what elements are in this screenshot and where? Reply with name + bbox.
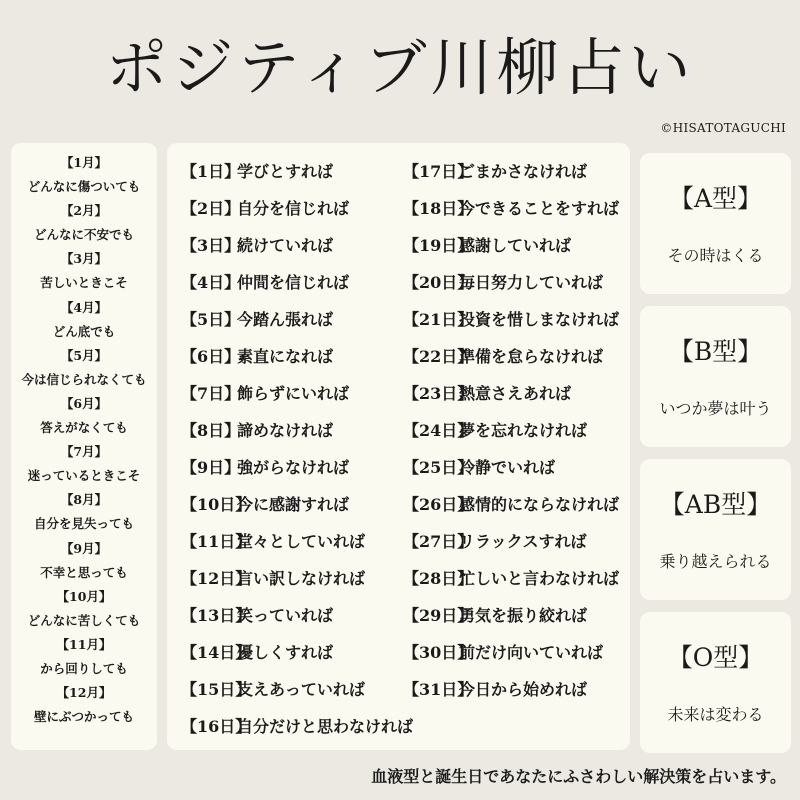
month-text: どん底でも bbox=[52, 323, 116, 339]
day-text: ごまかさなければ bbox=[459, 162, 588, 181]
day-label: 【26日】 bbox=[403, 495, 474, 514]
day-item bbox=[403, 634, 619, 671]
day-text: 今できることをすれば bbox=[459, 199, 620, 218]
day-item bbox=[403, 190, 619, 227]
day-label: 【12日】 bbox=[181, 569, 252, 588]
day-label: 【3日】 bbox=[181, 236, 241, 255]
day-item bbox=[181, 264, 413, 301]
day-item bbox=[403, 449, 619, 486]
day-item bbox=[403, 523, 619, 560]
blood-type-result: いつか夢は叶う bbox=[659, 399, 772, 418]
months-list bbox=[11, 143, 157, 729]
blood-type-result: 未来は変わる bbox=[667, 705, 764, 724]
day-text: 自分を信じれば bbox=[237, 199, 350, 218]
day-item bbox=[181, 190, 413, 227]
month-label: 【5月】 bbox=[60, 347, 108, 363]
month-label: 【3月】 bbox=[60, 251, 108, 267]
day-label: 【18日】 bbox=[403, 199, 474, 218]
month-label: 【11月】 bbox=[56, 636, 112, 652]
day-item bbox=[403, 375, 619, 412]
month-text: 今は信じられなくても bbox=[21, 371, 147, 387]
day-label: 【24日】 bbox=[403, 421, 474, 440]
days-panel bbox=[167, 143, 630, 750]
day-label: 【23日】 bbox=[403, 384, 474, 403]
day-item bbox=[403, 671, 619, 708]
month-label: 【8月】 bbox=[60, 492, 108, 508]
day-label: 【5日】 bbox=[181, 310, 241, 329]
day-text: 今日から始めれば bbox=[459, 680, 588, 699]
months-panel bbox=[11, 143, 157, 750]
day-text: 感情的にならなければ bbox=[459, 495, 620, 514]
day-item bbox=[403, 486, 619, 523]
day-item bbox=[403, 560, 619, 597]
month-label: 【9月】 bbox=[60, 540, 108, 556]
footer-caption: 血液型と誕生日であなたにふさわしい解決策を占います。 bbox=[371, 767, 786, 786]
day-label: 【1日】 bbox=[181, 162, 241, 181]
day-label: 【16日】 bbox=[181, 717, 252, 736]
day-item bbox=[181, 597, 413, 634]
day-text: 笑っていれば bbox=[237, 606, 334, 625]
day-label: 【15日】 bbox=[181, 680, 252, 699]
day-label: 【6日】 bbox=[181, 347, 241, 366]
day-text: 続けていれば bbox=[237, 236, 334, 255]
month-text: 自分を見失っても bbox=[33, 516, 134, 532]
blood-type-card-o bbox=[640, 612, 791, 753]
day-label: 【30日】 bbox=[403, 643, 474, 662]
day-text: 支えあっていれば bbox=[237, 680, 365, 699]
blood-type-label: 【B型】 bbox=[668, 337, 763, 366]
day-text: 諦めなければ bbox=[237, 421, 334, 440]
day-item bbox=[181, 301, 413, 338]
day-text: 自分だけと思わなければ bbox=[237, 717, 414, 736]
day-item bbox=[181, 560, 413, 597]
day-item bbox=[403, 301, 619, 338]
day-label: 【11日】 bbox=[181, 532, 252, 551]
month-text: 苦しいときこそ bbox=[40, 275, 128, 291]
day-label: 【20日】 bbox=[403, 273, 474, 292]
day-label: 【9日】 bbox=[181, 458, 241, 477]
copyright-notice: ©HISATOTAGUCHI bbox=[660, 121, 786, 135]
day-text: 今に感謝すれば bbox=[237, 495, 350, 514]
day-item bbox=[181, 523, 413, 560]
blood-type-label: 【A型】 bbox=[668, 184, 763, 213]
day-text: 熱意さえあれば bbox=[459, 384, 572, 403]
blood-type-label: 【AB型】 bbox=[659, 490, 772, 519]
day-label: 【25日】 bbox=[403, 458, 474, 477]
month-label: 【1月】 bbox=[60, 155, 108, 170]
month-label: 【4月】 bbox=[60, 299, 108, 315]
day-text: 感謝していれば bbox=[459, 236, 572, 255]
day-item bbox=[181, 486, 413, 523]
day-text: 準備を怠らなければ bbox=[459, 347, 604, 366]
month-label: 【2月】 bbox=[60, 203, 108, 219]
day-label: 【2日】 bbox=[181, 199, 241, 218]
day-item bbox=[181, 412, 413, 449]
month-label: 【7月】 bbox=[60, 444, 108, 460]
day-text: 今踏ん張れば bbox=[237, 310, 334, 329]
page-title: ポジティブ川柳占い bbox=[105, 31, 695, 104]
blood-type-result: 乗り越えられる bbox=[659, 552, 772, 571]
day-text: 夢を忘れなければ bbox=[459, 421, 588, 440]
month-text: 答えがなくても bbox=[40, 420, 128, 436]
month-text: どんなに不安でも bbox=[33, 227, 134, 243]
day-item bbox=[181, 708, 413, 745]
blood-type-result: その時はくる bbox=[667, 246, 764, 265]
day-item bbox=[181, 153, 413, 190]
day-item bbox=[403, 597, 619, 634]
day-item bbox=[403, 338, 619, 375]
day-item bbox=[403, 412, 619, 449]
day-label: 【21日】 bbox=[403, 310, 474, 329]
day-label: 【14日】 bbox=[181, 643, 252, 662]
day-item bbox=[181, 227, 413, 264]
day-text: 堂々としていれば bbox=[237, 532, 366, 551]
day-text: 前だけ向いていれば bbox=[459, 643, 604, 662]
month-text: どんなに苦しくても bbox=[27, 612, 141, 628]
day-text: リラックスすれば bbox=[459, 532, 587, 551]
day-item bbox=[181, 671, 413, 708]
day-label: 【19日】 bbox=[403, 236, 474, 255]
month-text: 壁にぶつかっても bbox=[33, 709, 134, 725]
day-text: 毎日努力していれば bbox=[459, 273, 604, 292]
day-item bbox=[181, 338, 413, 375]
blood-type-label: 【O型】 bbox=[667, 643, 764, 672]
day-label: 【13日】 bbox=[181, 606, 252, 625]
day-text: 勇気を振り絞れば bbox=[459, 606, 588, 625]
month-text: 迷っているときこそ bbox=[27, 468, 141, 484]
day-item bbox=[403, 264, 619, 301]
day-label: 【8日】 bbox=[181, 421, 241, 440]
day-item bbox=[181, 449, 413, 486]
month-text: から回りしても bbox=[40, 660, 128, 676]
day-text: 言い訳しなければ bbox=[237, 569, 366, 588]
month-label: 【12月】 bbox=[56, 685, 112, 701]
day-item bbox=[403, 153, 619, 190]
blood-type-card-a bbox=[640, 153, 791, 294]
days-column-2 bbox=[403, 153, 619, 708]
month-text: 不幸と思っても bbox=[40, 564, 128, 580]
day-text: 忙しいと言わなければ bbox=[459, 569, 620, 588]
day-text: 学びとすれば bbox=[237, 162, 334, 181]
day-text: 強がらなければ bbox=[237, 458, 350, 477]
month-label: 【10月】 bbox=[56, 588, 112, 604]
days-column-1 bbox=[181, 153, 413, 745]
day-item bbox=[403, 227, 619, 264]
day-item bbox=[181, 634, 413, 671]
day-text: 飾らずにいれば bbox=[237, 384, 350, 403]
day-label: 【7日】 bbox=[181, 384, 241, 403]
day-label: 【27日】 bbox=[403, 532, 474, 551]
day-text: 素直になれば bbox=[237, 347, 334, 366]
day-label: 【10日】 bbox=[181, 495, 252, 514]
day-item bbox=[181, 375, 413, 412]
day-text: 冷静でいれば bbox=[459, 458, 556, 477]
day-label: 【29日】 bbox=[403, 606, 474, 625]
day-label: 【17日】 bbox=[403, 162, 474, 181]
day-label: 【31日】 bbox=[403, 680, 474, 699]
day-label: 【4日】 bbox=[181, 273, 241, 292]
day-label: 【22日】 bbox=[403, 347, 474, 366]
blood-type-card-ab bbox=[640, 459, 791, 600]
day-text: 仲間を信じれば bbox=[237, 273, 350, 292]
day-text: 投資を惜しまなければ bbox=[459, 310, 620, 329]
month-text: どんなに傷ついても bbox=[27, 179, 141, 195]
day-label: 【28日】 bbox=[403, 569, 474, 588]
month-label: 【6月】 bbox=[60, 395, 108, 411]
day-text: 優しくすれば bbox=[237, 643, 334, 662]
blood-type-card-b bbox=[640, 306, 791, 447]
